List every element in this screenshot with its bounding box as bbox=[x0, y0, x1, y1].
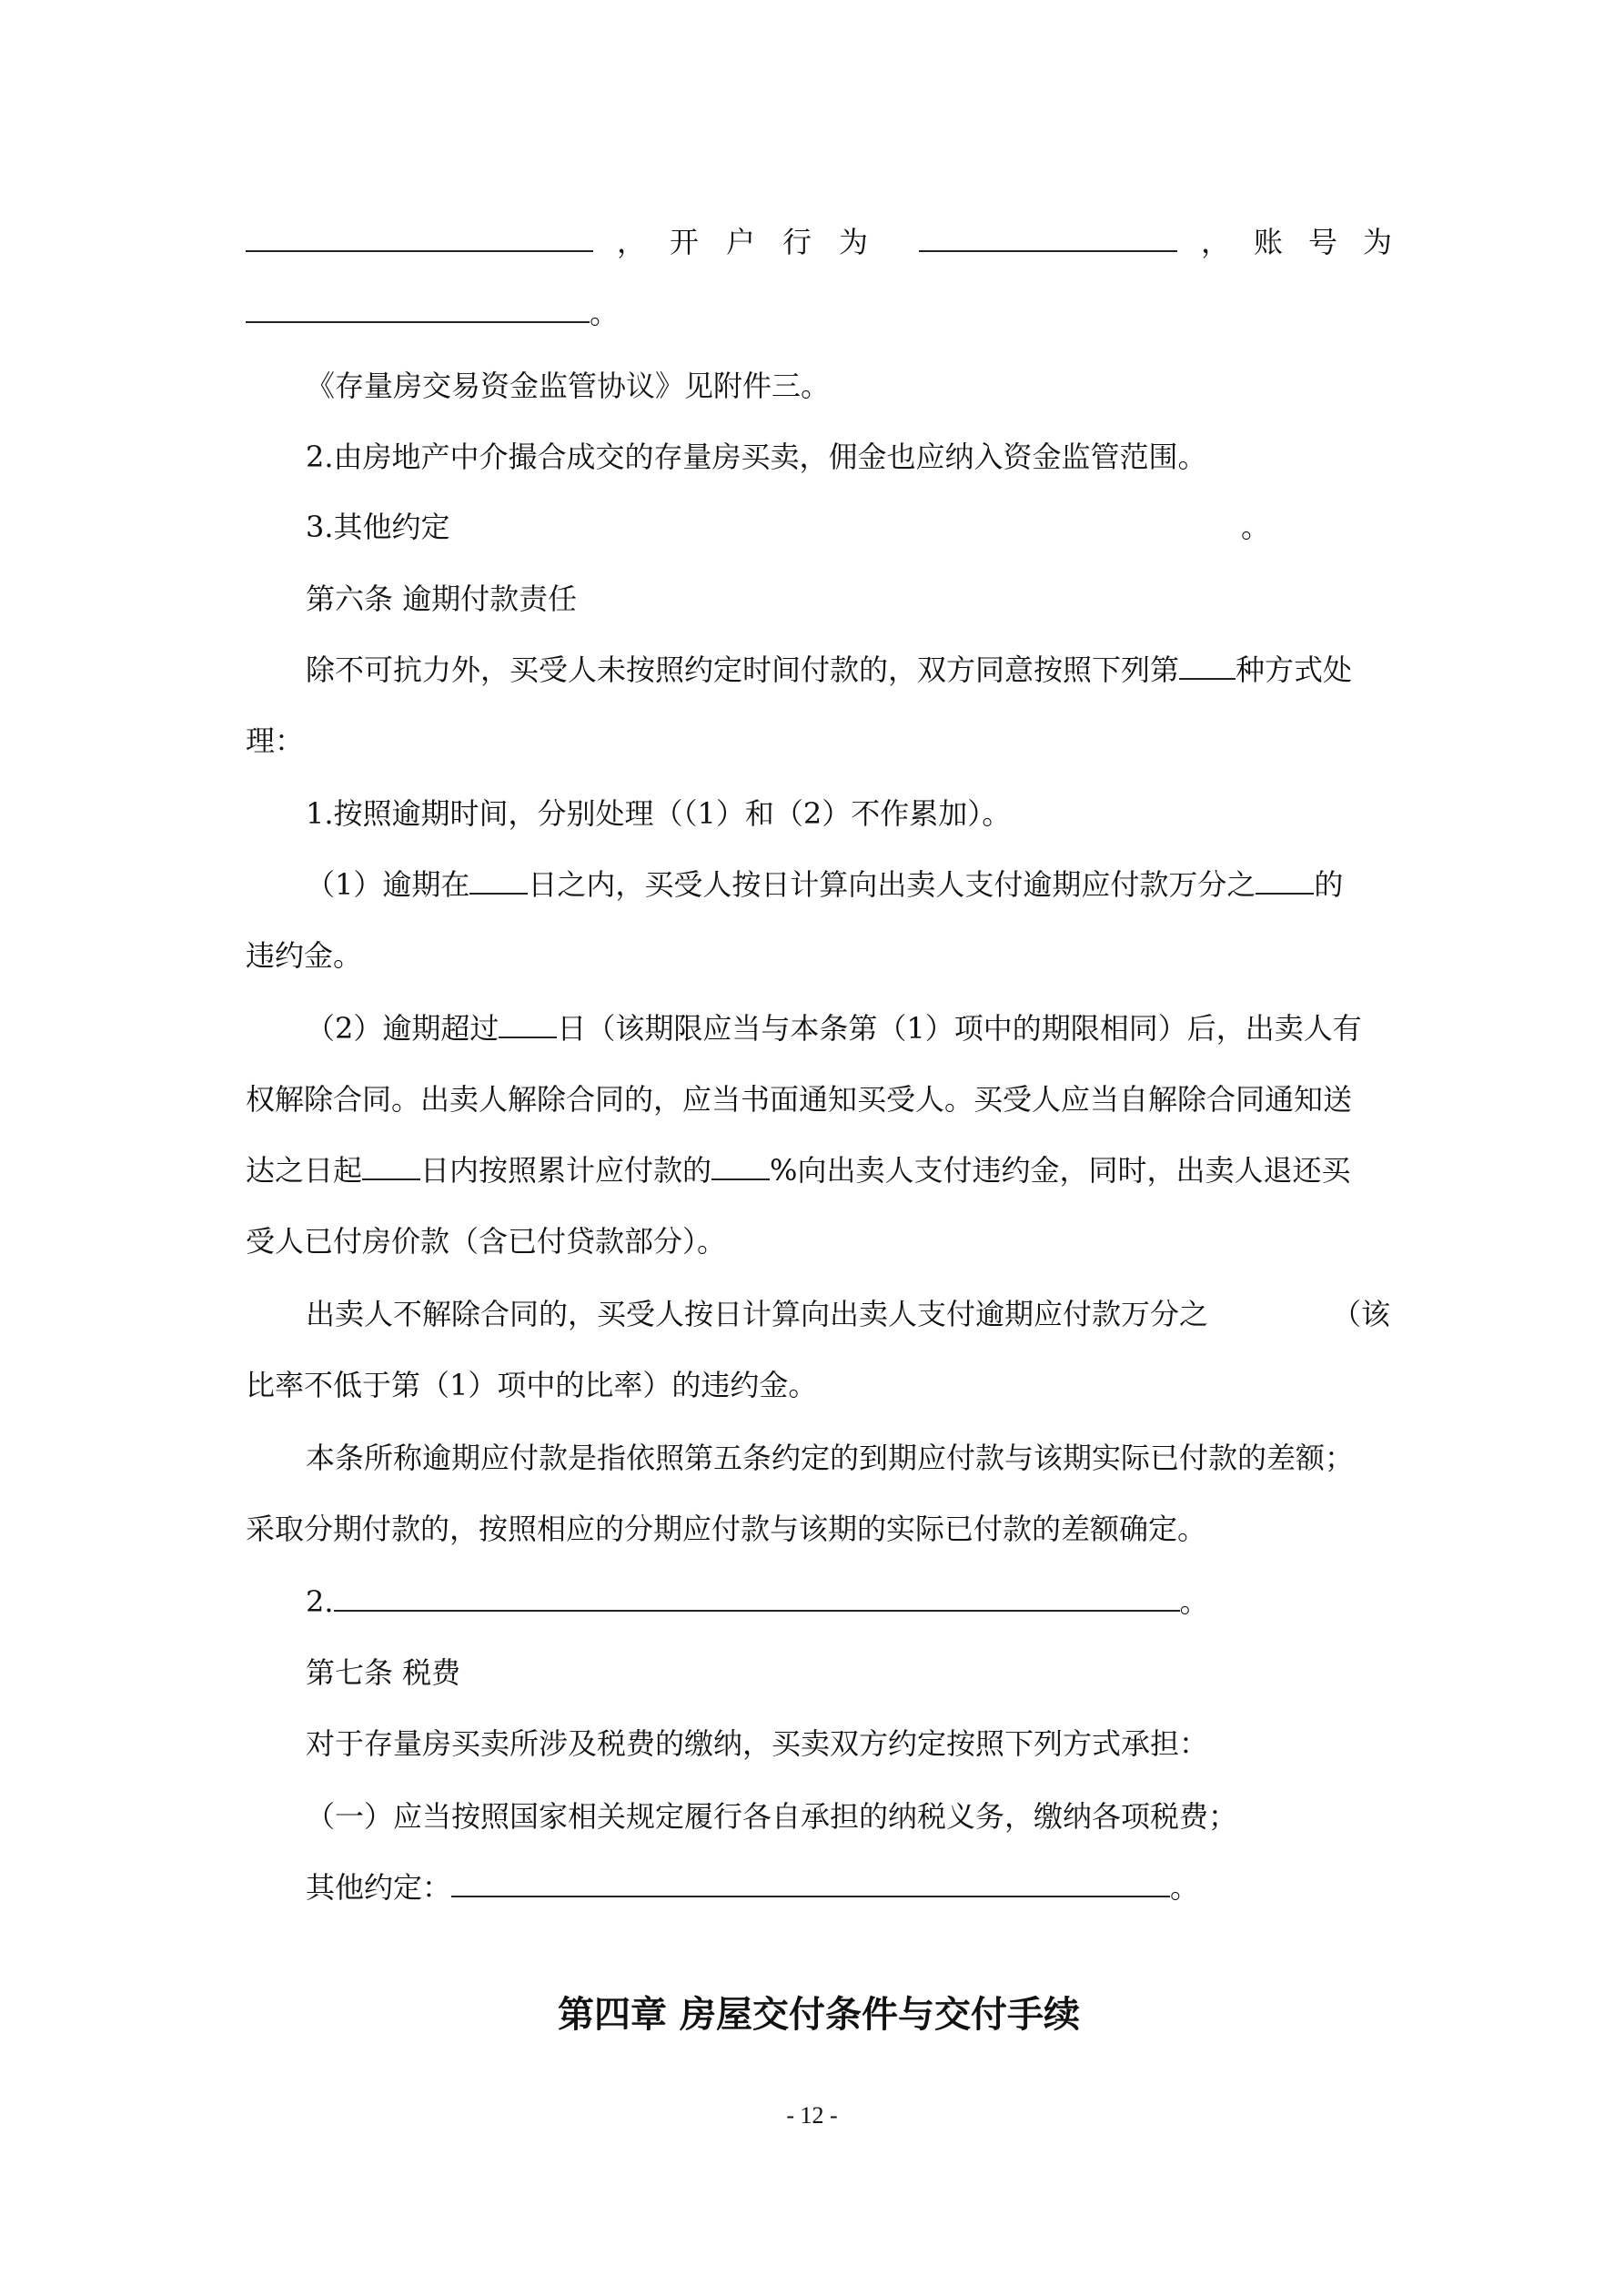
period: 。 bbox=[1170, 1870, 1200, 1905]
other-agreement-line bbox=[246, 507, 1392, 547]
paragraph bbox=[246, 1008, 1392, 1048]
text: （该 bbox=[1332, 1297, 1391, 1331]
paragraph: 比率不低于第（1）项中的比率）的违约金。 bbox=[246, 1368, 818, 1402]
paragraph bbox=[246, 1294, 1392, 1334]
text: 日之内，买受人按日计算向出卖人支付逾期应付款万分之 bbox=[528, 867, 1256, 902]
paragraph: 1.按照逾期时间，分别处理（（1）和（2）不作累加）。 bbox=[306, 796, 1012, 831]
paragraph: 受人已付房价款（含已付贷款部分）。 bbox=[246, 1224, 727, 1259]
text: 出卖人不解除合同的，买受人按日计算向出卖人支付逾期应付款万分之 bbox=[306, 1297, 1209, 1331]
period: 。 bbox=[1179, 1584, 1209, 1619]
paragraph bbox=[246, 865, 1392, 905]
account-label: 账号为 bbox=[1253, 225, 1417, 259]
bank-label: 开户行为 bbox=[669, 225, 895, 259]
text: （1）逾期在 bbox=[306, 867, 470, 902]
paragraph: 采取分期付款的，按照相应的分期应付款与该期的实际已付款的差额确定。 bbox=[246, 1512, 1207, 1546]
paragraph: 本条所称逾期应付款是指依照第五条约定的到期应付款与该期实际已付款的差额； bbox=[306, 1441, 1355, 1475]
comma: ， bbox=[616, 225, 646, 259]
text: 种方式处 bbox=[1236, 652, 1353, 687]
text: （2）逾期超过 bbox=[306, 1011, 499, 1046]
paragraph: （一）应当按照国家相关规定履行各自承担的纳税义务，缴纳各项税费； bbox=[306, 1799, 1238, 1834]
payee-blank bbox=[246, 223, 593, 252]
paragraph: 违约金。 bbox=[246, 938, 363, 973]
text: %向出卖人支付违约金，同时，出卖人退还买 bbox=[770, 1153, 1351, 1188]
page-number: - 12 - bbox=[786, 2102, 838, 2129]
other-agreement-label: 3.其他约定 bbox=[306, 510, 450, 544]
option-blank bbox=[1179, 651, 1236, 680]
paragraph: 2.由房地产中介撮合成交的存量房买卖，佣金也应纳入资金监管范围。 bbox=[306, 440, 1207, 474]
article-heading: 第七条 税费 bbox=[306, 1655, 461, 1690]
rate-blank bbox=[1256, 865, 1314, 895]
account-number-line bbox=[246, 293, 1392, 333]
chapter-title: 第四章 房屋交付条件与交付手续 bbox=[558, 1994, 1080, 2036]
paragraph: 对于存量房买卖所涉及税费的缴纳，买卖双方约定按照下列方式承担： bbox=[306, 1726, 1209, 1761]
text: 除不可抗力外，买受人未按照约定时间付款的，双方同意按照下列第 bbox=[306, 652, 1180, 687]
days-blank bbox=[362, 1151, 420, 1180]
paragraph: 权解除合同。出卖人解除合同的，应当书面通知买受人。买受人应当自解除合同通知送 bbox=[246, 1082, 1353, 1117]
percent-blank bbox=[711, 1151, 770, 1180]
other-agreement-blank bbox=[451, 1868, 1170, 1897]
period: 。 bbox=[590, 296, 620, 330]
article-heading: 第六条 逾期付款责任 bbox=[306, 582, 578, 616]
text: 的 bbox=[1314, 867, 1344, 902]
days-blank bbox=[499, 1009, 557, 1038]
days-blank bbox=[469, 865, 528, 895]
period: 。 bbox=[1241, 510, 1271, 544]
paragraph bbox=[246, 1582, 1392, 1622]
paragraph bbox=[246, 1867, 1392, 1907]
account-info-line bbox=[246, 222, 1417, 262]
paragraph bbox=[246, 650, 1392, 690]
text: 日（该期限应当与本条第（1）项中的期限相同）后，出卖人有 bbox=[557, 1011, 1362, 1046]
comma: ， bbox=[1200, 225, 1230, 259]
other-blank bbox=[334, 1583, 1180, 1612]
paragraph bbox=[246, 1150, 1392, 1190]
paragraph: 《存量房交易资金监管协议》见附件三。 bbox=[306, 369, 831, 403]
text: 达之日起 bbox=[246, 1153, 363, 1188]
text: 日内按照累计应付款的 bbox=[420, 1153, 712, 1188]
text: 其他约定： bbox=[306, 1870, 452, 1905]
bank-blank bbox=[919, 223, 1177, 252]
account-blank bbox=[246, 294, 590, 323]
text: 2. bbox=[306, 1584, 334, 1619]
paragraph: 理： bbox=[246, 723, 305, 758]
